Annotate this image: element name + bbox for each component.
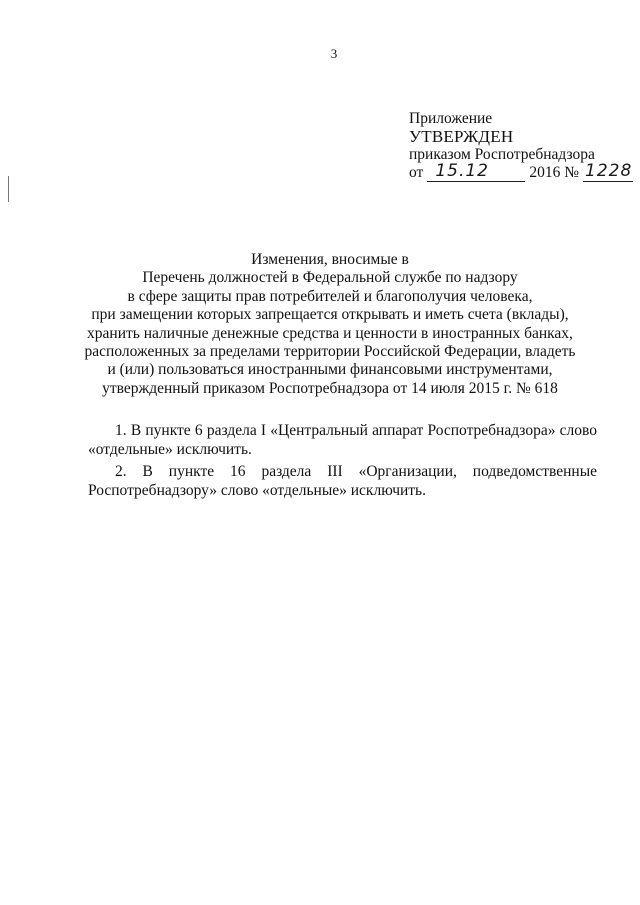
title-line: и (или) пользоваться иностранными финансовыми инструментами, — [107, 361, 553, 379]
approval-stamp — [409, 110, 633, 182]
margin-mark — [8, 176, 9, 202]
title-line: расположенных за пределами территории Российской Федерации, владеть — [84, 343, 576, 361]
item-line: 1. В пункте 6 раздела I «Центральный аппарат Роспотребнадзора» слово — [115, 422, 597, 439]
item-line: 2. В пункте 16 раздела III «Организации, подведомственные — [115, 463, 597, 480]
appendix-label: Приложение — [409, 110, 493, 127]
date-blank — [427, 161, 525, 182]
year-and-number-label: 2016 № — [529, 164, 579, 181]
order-date-line — [409, 161, 633, 182]
title-line: при замещении которых запрещается открывать и иметь счета (вклады), — [91, 306, 569, 324]
handwritten-number: 1228 — [585, 161, 633, 181]
document-body — [88, 421, 597, 503]
order-by-label: приказом Роспотребнадзора — [409, 146, 595, 163]
number-blank — [583, 161, 633, 182]
title-line: утвержденный приказом Роспотребнадзора от 14 июля 2015 г. № 618 — [102, 379, 558, 397]
title-line: хранить наличные денежные средства и ценности в иностранных банках, — [87, 324, 573, 342]
title-line: Изменения, вносимые в — [251, 251, 409, 268]
item-line: Роспотребнадзору» слово «отдельные» исключить. — [88, 482, 426, 499]
amendment-item-1 — [88, 421, 597, 459]
date-prefix: от — [409, 164, 424, 181]
amendment-item-2 — [88, 462, 597, 500]
title-line: в сфере защиты прав потребителей и благополучия человека, — [127, 287, 533, 305]
page-number: 3 — [330, 46, 338, 61]
document-title — [60, 251, 600, 398]
handwritten-date: 15.12 — [435, 161, 489, 181]
title-line: Перечень должностей в Федеральной службе по надзору — [142, 269, 518, 287]
item-line: «отдельные» исключить. — [88, 441, 252, 458]
approved-label: УТВЕРЖДЕН — [409, 127, 514, 146]
